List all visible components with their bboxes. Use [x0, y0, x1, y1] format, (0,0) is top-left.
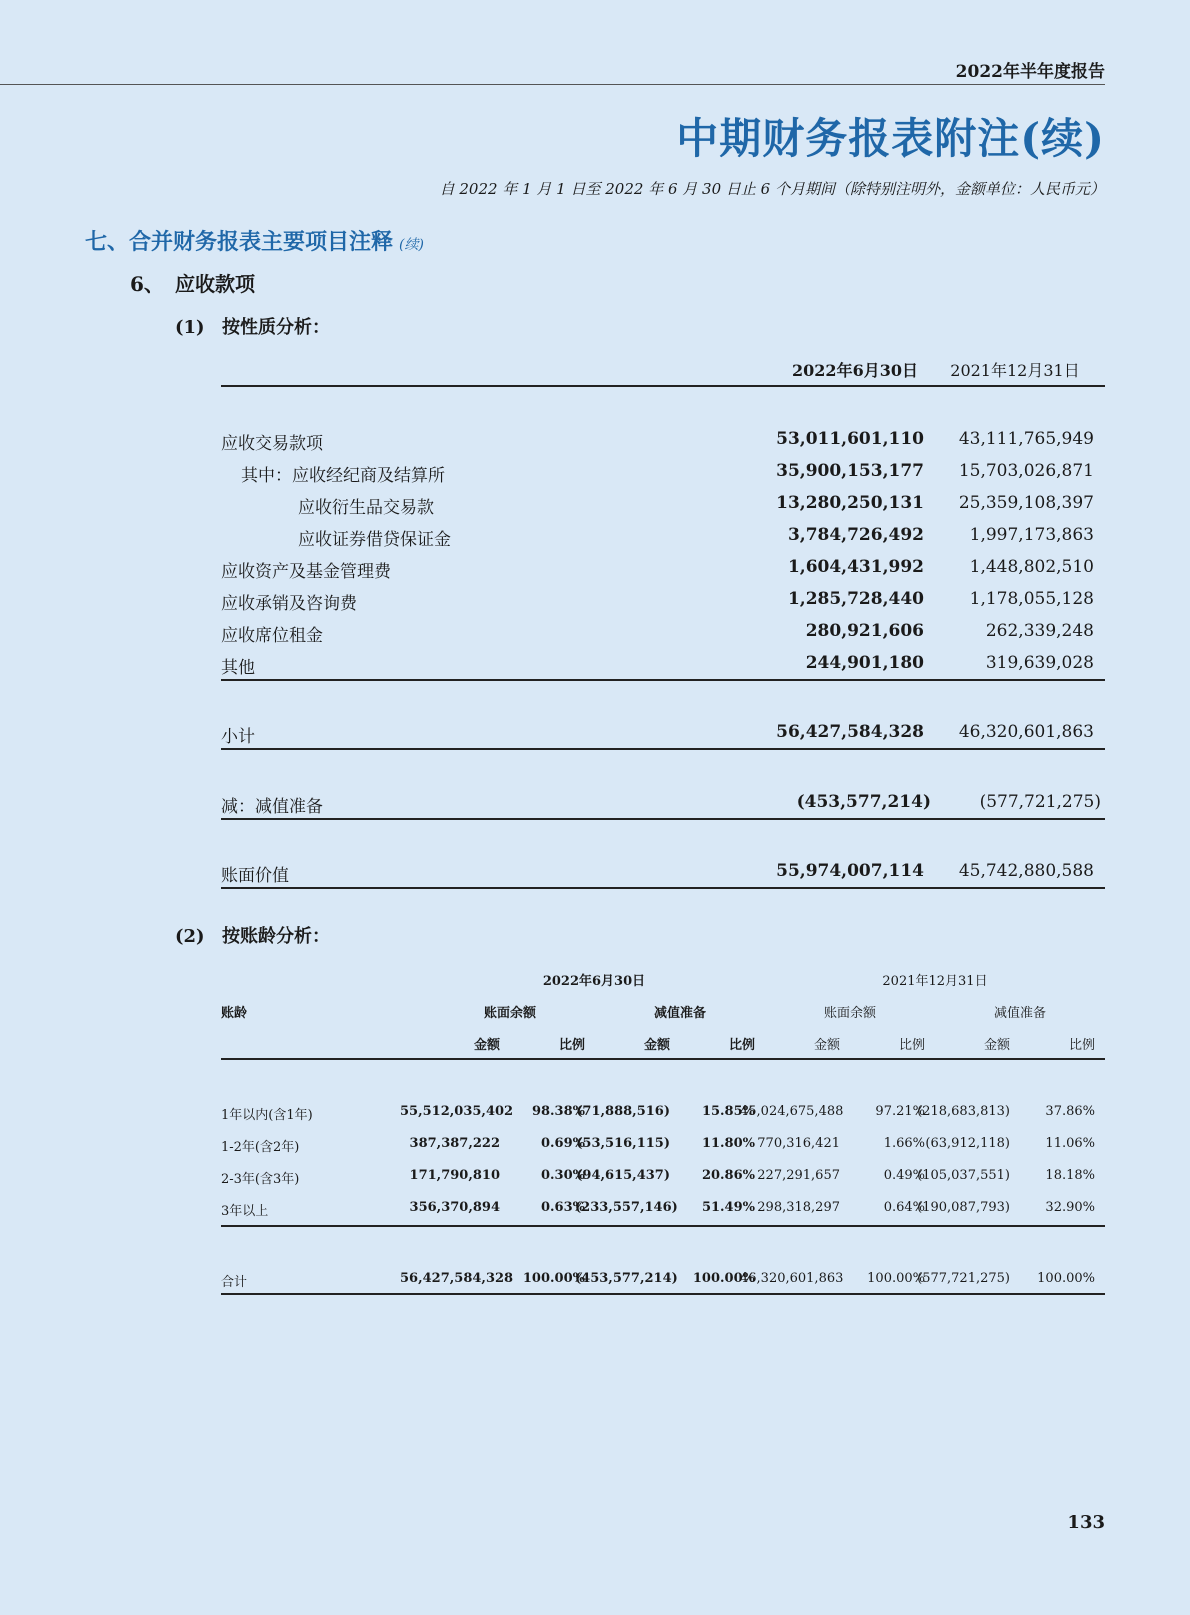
t2-h-p-prov-amt: 金额 [983, 1038, 1010, 1053]
aging-row-p-bal-pct: 0.49% [883, 1168, 925, 1183]
table-row [221, 493, 1105, 519]
row-label: 应收资产及基金管理费 [221, 562, 391, 582]
table-row [221, 621, 1105, 647]
aging-row-p-prov: (218,683,813) [917, 1104, 1010, 1119]
t2-h-c-prov-amt: 金额 [643, 1038, 670, 1053]
row-prior: 15,703,026,871 [958, 461, 1094, 481]
aging-row-p-bal-pct: 97.21% [875, 1104, 925, 1119]
row-label: 减：减值准备 [221, 797, 323, 817]
row-prior: 43,111,765,949 [958, 429, 1094, 449]
aging-row-c-prov-pct: 20.86% [701, 1168, 755, 1183]
aging-total-p-bal-pct: 100.00% [867, 1271, 925, 1286]
t2-period-prior: 2021年12月31日 [882, 974, 988, 989]
aging-row-p-prov-pct: 11.06% [1045, 1136, 1095, 1151]
analysis1-heading [175, 313, 330, 339]
row-prior: 46,320,601,863 [958, 722, 1094, 742]
t2-h-p-bal-amt: 金额 [813, 1038, 840, 1053]
item-title: 应收款项 [175, 272, 255, 296]
aging-row-label: 1-2年(含2年) [221, 1140, 300, 1155]
aging-total-p-bal: 46,320,601,863 [740, 1271, 844, 1286]
row-current: 244,901,180 [805, 653, 924, 673]
row-label: 小计 [221, 727, 255, 747]
row-label: 账面价值 [221, 866, 289, 886]
aging-row-c-bal-pct: 0.69% [540, 1136, 585, 1151]
t2-h-c-bal-amt: 金额 [473, 1038, 500, 1053]
aging-row-c-bal-pct: 98.38% [531, 1104, 585, 1119]
t2-h-p-prov-pct: 比例 [1068, 1038, 1095, 1053]
impairment-row [221, 792, 1105, 818]
aging-row-p-bal: 227,291,657 [757, 1168, 840, 1183]
aging-total-c-prov-pct: 100.00% [692, 1271, 755, 1286]
aging-total-c-bal-pct: 100.00% [522, 1271, 585, 1286]
aging-total-c-bal: 56,427,584,328 [400, 1271, 514, 1286]
aging-row-label: 2-3年(含3年) [221, 1172, 300, 1187]
subtotal-row [221, 722, 1105, 748]
row-label: 应收证券借贷保证金 [298, 530, 451, 550]
t1-rule [221, 679, 1105, 681]
aging-row-p-bal-pct: 0.64% [883, 1200, 925, 1215]
section-title: 七、合并财务报表主要项目注释 [85, 229, 394, 255]
aging-row-c-prov-pct: 15.85% [701, 1104, 755, 1119]
analysis1-title: 按性质分析： [222, 317, 330, 338]
row-current: 53,011,601,110 [776, 429, 924, 449]
row-current: 55,974,007,114 [776, 861, 924, 881]
aging-row-p-prov-pct: 37.86% [1045, 1104, 1095, 1119]
page-subtitle: 自 2022 年 1 月 1 日至 2022 年 6 月 30 日止 6 个月期间（除特别注明外，金额单位：人民币元） [439, 180, 1105, 198]
row-label: 应收席位租金 [221, 626, 323, 646]
row-prior: 1,448,802,510 [969, 557, 1094, 577]
aging-row-c-bal: 171,790,810 [409, 1168, 500, 1183]
aging-row-p-prov: (190,087,793) [917, 1200, 1010, 1215]
analysis2-title: 按账龄分析： [222, 926, 330, 947]
t2-c-balance-header: 账面余额 [483, 1006, 536, 1021]
aging-row-c-bal-pct: 0.63% [540, 1200, 585, 1215]
table-row [221, 589, 1105, 615]
row-current: 13,280,250,131 [776, 493, 924, 513]
row-prior: 1,178,055,128 [969, 589, 1094, 609]
aging-row-label: 1年以内(含1年) [221, 1108, 313, 1123]
row-current: 56,427,584,328 [776, 722, 924, 742]
row-prior: 1,997,173,863 [969, 525, 1094, 545]
row-label: 其他 [221, 658, 255, 678]
aging-row-c-prov-pct: 51.49% [701, 1200, 755, 1215]
row-label: 应收交易款项 [221, 434, 323, 454]
row-label: 应收衍生品交易款 [298, 498, 434, 518]
aging-row-p-bal: 45,024,675,488 [740, 1104, 844, 1119]
book-value-row [221, 861, 1105, 887]
aging-row-c-bal: 55,512,035,402 [400, 1104, 514, 1119]
aging-row-c-prov: (94,615,437) [576, 1168, 670, 1183]
aging-row-p-bal-pct: 1.66% [883, 1136, 925, 1151]
row-current: 3,784,726,492 [787, 525, 924, 545]
aging-row-p-bal: 770,316,421 [757, 1136, 840, 1151]
aging-total-p-prov: (577,721,275) [917, 1271, 1010, 1286]
aging-row-p-bal: 298,318,297 [757, 1200, 840, 1215]
aging-row-c-bal: 356,370,894 [409, 1200, 500, 1215]
t2-h-c-bal-pct: 比例 [558, 1038, 585, 1053]
row-current: 1,285,728,440 [787, 589, 924, 609]
header-divider [0, 84, 1105, 85]
section-heading [85, 225, 424, 256]
aging-row-c-prov: (233,557,146) [575, 1200, 678, 1215]
aging-row-p-prov-pct: 32.90% [1045, 1200, 1095, 1215]
aging-row-p-prov-pct: 18.18% [1045, 1168, 1095, 1183]
row-label: 应收承销及咨询费 [221, 594, 357, 614]
section-continued: (续) [399, 237, 424, 253]
page-number: 133 [1067, 1512, 1105, 1533]
analysis2-number: (2) [175, 926, 205, 947]
aging-row-c-bal-pct: 0.30% [540, 1168, 585, 1183]
aging-row-c-prov: (53,516,115) [576, 1136, 670, 1151]
table-row [221, 557, 1105, 583]
t2-h-p-bal-pct: 比例 [898, 1038, 925, 1053]
t2-p-balance-header: 账面余额 [823, 1006, 876, 1021]
row-prior: 25,359,108,397 [958, 493, 1094, 513]
t1-col-current: 2022年6月30日 [792, 361, 918, 380]
t2-c-provision-header: 减值准备 [653, 1006, 706, 1021]
t1-bottom-rule [221, 887, 1105, 889]
t2-h-c-prov-pct: 比例 [728, 1038, 755, 1053]
table-row [221, 653, 1105, 679]
table-row [221, 525, 1105, 551]
t1-rule [221, 748, 1105, 750]
table-row [221, 461, 1105, 487]
aging-row-c-bal: 387,387,222 [409, 1136, 500, 1151]
aging-total-c-prov: (453,577,214) [575, 1271, 678, 1286]
row-prior: 262,339,248 [985, 621, 1094, 641]
t1-rule [221, 818, 1105, 820]
row-label: 其中：应收经纪商及结算所 [241, 466, 445, 486]
aging-total-label: 合计 [221, 1275, 248, 1290]
table-row [221, 429, 1105, 455]
row-current: 1,604,431,992 [787, 557, 924, 577]
row-current: (453,577,214) [796, 792, 931, 812]
aging-row-p-prov: (63,912,118) [925, 1136, 1010, 1151]
t2-aging-header: 账龄 [221, 1006, 248, 1021]
report-label: 2022年半年度报告 [955, 62, 1105, 82]
t2-bottom-rule [221, 1293, 1105, 1295]
aging-row-c-prov-pct: 11.80% [701, 1136, 755, 1151]
aging-row-c-prov: (71,888,516) [576, 1104, 670, 1119]
t2-p-provision-header: 减值准备 [993, 1006, 1046, 1021]
analysis2-heading [175, 922, 330, 948]
row-prior: 319,639,028 [985, 653, 1094, 673]
row-current: 35,900,153,177 [776, 461, 924, 481]
t2-rule [221, 1225, 1105, 1227]
item-number: 6、 [130, 272, 164, 296]
aging-total-p-prov-pct: 100.00% [1037, 1271, 1095, 1286]
page-title: 中期财务报表附注(续) [676, 114, 1105, 163]
row-prior: (577,721,275) [979, 792, 1101, 812]
analysis1-number: (1) [175, 317, 205, 338]
aging-row-p-prov: (105,037,551) [917, 1168, 1010, 1183]
row-prior: 45,742,880,588 [958, 861, 1094, 881]
t2-header-rule [221, 1058, 1105, 1060]
aging-row-label: 3年以上 [221, 1204, 269, 1219]
row-current: 280,921,606 [805, 621, 924, 641]
t2-period-current: 2022年6月30日 [542, 974, 646, 989]
t1-header-rule [221, 385, 1105, 387]
t1-col-prior: 2021年12月31日 [950, 361, 1080, 380]
item-heading [130, 268, 255, 297]
